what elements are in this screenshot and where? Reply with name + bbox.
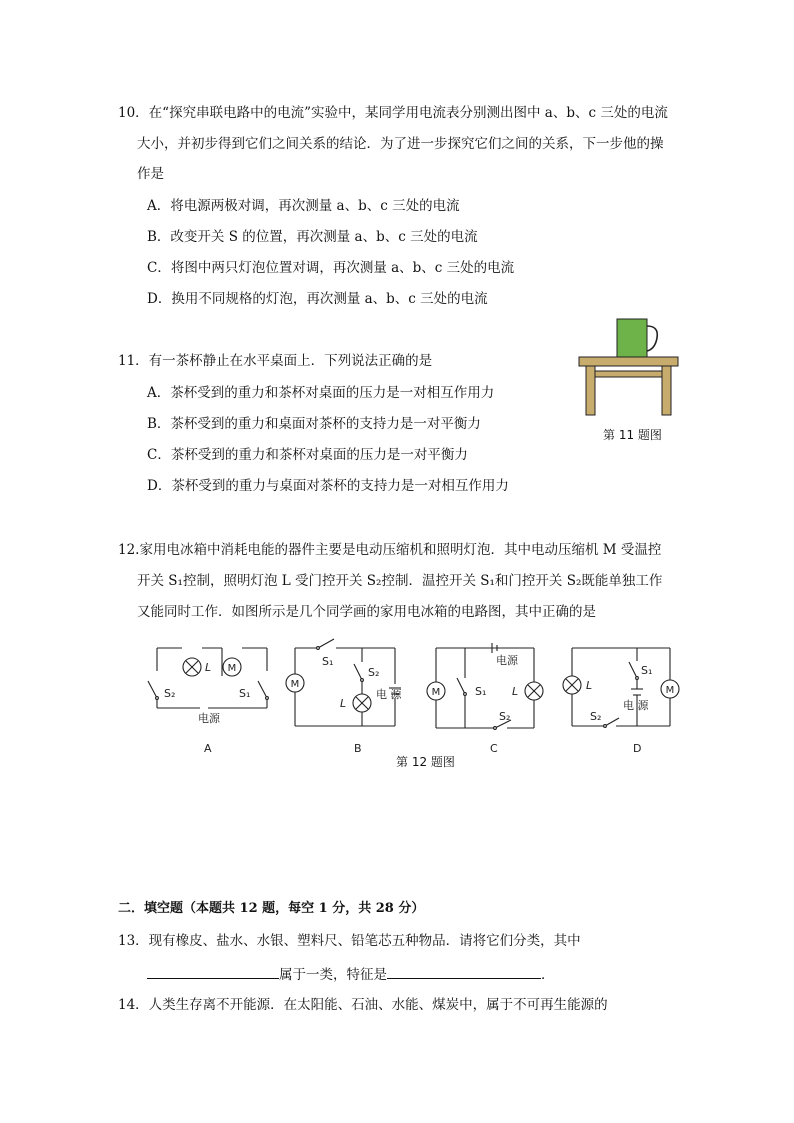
source-label: 电 源 [623, 699, 649, 712]
q10-stem-line3: 作是 [137, 166, 164, 182]
s2-label: S₂ [164, 687, 176, 700]
source-label: 电源 [198, 712, 220, 725]
q11-option-c: C．茶杯受到的重力和茶杯对桌面的压力是一对平衡力 [147, 447, 468, 463]
q13-end-text: ． [541, 967, 555, 983]
q10-stem-line2: 大小，并初步得到它们之间关系的结论．为了进一步探究它们之间的关系，下一步他的操 [137, 136, 664, 152]
switch-icon [258, 681, 268, 699]
lamp-icon [563, 676, 581, 694]
lamp-label: L [340, 697, 347, 710]
circuit-c-label: C [490, 742, 498, 755]
circuit-a-label: A [204, 742, 212, 755]
q12-stem-line3: 又能同时工作．如图所示是几个同学画的家用电冰箱的电路图，其中正确的是 [137, 604, 596, 620]
motor-label: M [227, 663, 237, 674]
lamp-label: L [512, 685, 519, 698]
q11-figure-caption: 第 11 题图 [603, 428, 662, 442]
lamp-label: L [205, 661, 212, 674]
q10-option-a: A．将电源两极对调，再次测量 a、b、c 三处的电流 [147, 198, 460, 214]
motor-label: M [431, 687, 441, 698]
lamp-icon [525, 682, 543, 700]
q11-stem: 11．有一茶杯静止在水平桌面上．下列说法正确的是 [118, 353, 433, 369]
q12-stem-line1: 12.家用电冰箱中消耗电能的器件主要是电动压缩机和照明灯泡．其中电动压缩机 M 受温控 [118, 542, 662, 558]
q10-stem-line1: 10．在“探究串联电路中的电流”实验中，某同学用电流表分别测出图中 a、b、c 三处的电流 [118, 105, 668, 121]
q13-blank-2[interactable] [387, 964, 541, 979]
q13-line2 [147, 964, 555, 984]
s2-label: S₂ [499, 710, 511, 723]
lamp-icon [183, 658, 201, 676]
switch-icon [457, 678, 466, 695]
s1-label: S₁ [475, 685, 487, 698]
circuit-b-label: B [354, 742, 362, 755]
table-icon [579, 357, 678, 415]
motor-label: M [290, 679, 300, 690]
switch-icon [317, 639, 334, 649]
q11-option-d: D．茶杯受到的重力与桌面对茶杯的支持力是一对相互作用力 [147, 478, 509, 494]
switch-icon [629, 662, 638, 679]
q11-option-b: B．茶杯受到的重力和桌面对茶杯的支持力是一对平衡力 [147, 416, 481, 432]
q10-option-d: D．换用不同规格的灯泡，再次测量 a、b、c 三处的电流 [147, 291, 488, 307]
q10-option-b: B．改变开关 S 的位置，再次测量 a、b、c 三处的电流 [147, 229, 478, 245]
cup-icon [617, 319, 657, 357]
q13-line1: 13．现有橡皮、盐水、水银、塑料尺、铅笔芯五种物品．请将它们分类，其中 [118, 933, 581, 949]
lamp-icon [353, 694, 371, 712]
s2-label: S₂ [590, 710, 602, 723]
circuit-c [427, 643, 543, 755]
q13-mid-text: 属于一类，特征是 [279, 967, 387, 983]
q11-option-a: A．茶杯受到的重力和茶杯对桌面的压力是一对相互作用力 [147, 385, 495, 401]
q11-figure-cup-on-table [576, 316, 682, 420]
q12-stem-line2: 开关 S₁控制，照明灯泡 L 受门控开关 S₂控制．温控开关 S₁和门控开关 S₂既能单独工作 [137, 573, 663, 589]
s1-label: S₁ [322, 655, 334, 668]
q14-line1: 14．人类生存离不开能源．在太阳能、石油、水能、煤炭中，属于不可再生能源的 [118, 997, 608, 1013]
lamp-label: L [586, 679, 593, 692]
q12-figure-caption: 第 12 题图 [396, 755, 455, 769]
circuit-b [286, 639, 402, 755]
source-label: 电 源 [376, 688, 402, 701]
switch-icon [148, 681, 158, 699]
circuit-d-label: D [633, 742, 642, 755]
source-label: 电源 [496, 654, 518, 667]
s1-label: S₁ [239, 687, 251, 700]
q10-option-c: C．将图中两只灯泡位置对调，再次测量 a、b、c 三处的电流 [147, 260, 515, 276]
s2-label: S₂ [368, 666, 380, 679]
motor-label: M [665, 685, 675, 696]
circuit-d [563, 648, 679, 755]
section-2-heading: 二．填空题（本题共 12 题，每空 1 分，共 28 分） [118, 901, 425, 916]
s1-label: S₁ [641, 664, 653, 677]
q13-blank-1[interactable] [147, 964, 279, 979]
switch-icon [354, 664, 363, 681]
circuit-a [148, 648, 268, 755]
